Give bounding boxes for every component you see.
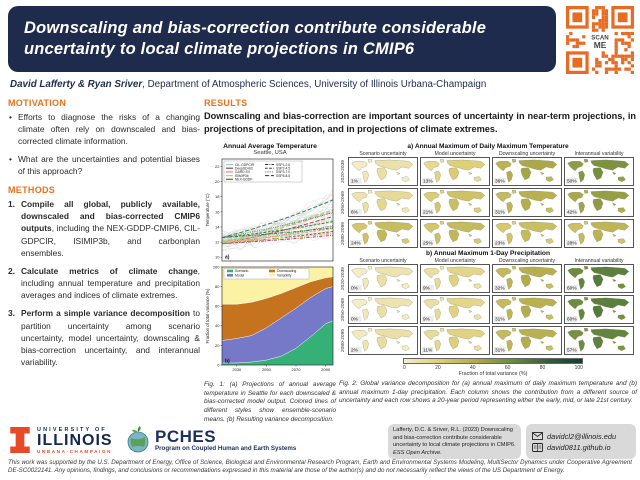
world-map-cell [564, 157, 634, 186]
fig2-row-label: 2050-2069 [341, 298, 346, 321]
world-map-icon [493, 265, 561, 292]
fig2-map-row [339, 188, 637, 217]
byline-affiliation: , Department of Atmospheric Sciences, University of Illinois Urbana-Champaign [142, 79, 487, 90]
world-map-cell [492, 219, 562, 248]
world-map-cell [420, 326, 490, 355]
pches-tagline: Program on Coupled Human and Earth Systems [155, 445, 297, 452]
world-map-icon [493, 189, 561, 216]
illinois-block-i-icon [8, 427, 32, 453]
fig2-row-label: 2050-2069 [341, 191, 346, 214]
contact-website: david0811.github.io [547, 442, 611, 452]
svg-text:20: 20 [215, 179, 220, 185]
world-map-icon [565, 265, 633, 292]
citation-box [388, 424, 521, 459]
motivation-bullet: • What are the uncertainties and potential biases of this approach? [8, 153, 200, 177]
svg-text:80: 80 [215, 284, 220, 289]
byline [10, 79, 634, 90]
world-map-icon [421, 296, 489, 323]
motivation-heading: MOTIVATION [8, 98, 67, 108]
left-column [8, 98, 200, 374]
map-value-label: 25% [423, 240, 433, 246]
world-map-cell [564, 326, 634, 355]
methods-list [8, 198, 200, 368]
fig2-column-header: Interannual variability [574, 151, 624, 157]
svg-text:ME: ME [593, 39, 607, 50]
map-value-label: 9% [423, 316, 430, 322]
world-map-icon [421, 327, 489, 354]
map-value-label: 31% [495, 209, 505, 215]
svg-text:SSP2-4.5: SSP2-4.5 [276, 166, 291, 171]
world-map-icon [349, 189, 417, 216]
world-map-icon [349, 265, 417, 292]
svg-text:100: 100 [212, 265, 220, 270]
world-map-cell [420, 264, 490, 293]
map-value-label: 60% [567, 316, 577, 322]
svg-text:GARD-SV: GARD-SV [235, 170, 251, 175]
world-map-cell [492, 188, 562, 217]
colorbar-tick: 20 [435, 365, 441, 371]
fig2-map-row [339, 157, 637, 186]
world-map-icon [493, 220, 561, 247]
funding-footer: This work was supported by the U.S. Department of Energy, Office of Science, Biological and Environmental Research Program, Earth and Environmental Systems Modeling, MultiSector Dynamics under Cooperative Agreement DE-SC0022141. Any opinions, findings, and conclusions or recommendations expressed in this material are those of the author(s) and do not necessarily reflect the views of the US Department of Energy. [8, 459, 632, 475]
map-value-label: 21% [423, 209, 433, 215]
map-value-label: 24% [351, 240, 361, 246]
svg-text:22: 22 [215, 163, 220, 169]
fig2-caption: Fig. 2: Global variance decomposition for (a) annual maximum of daily maximum temperature and (b) annual maximum 1-day precipitation. Each column shows the contribution from a different source of uncertainty and each row shows a 20-year period representing either the early, mid, or late 21st century. [339, 380, 637, 405]
colorbar-label: Fraction of total variance (%) [458, 371, 528, 377]
svg-text:SSP5-8.5: SSP5-8.5 [276, 173, 291, 178]
map-value-label: 28% [567, 240, 577, 246]
svg-text:16: 16 [215, 209, 220, 215]
fig2-column-header: Scenario uncertainty [359, 151, 407, 157]
svg-text:2070: 2070 [291, 367, 301, 372]
world-map-cell [348, 264, 418, 293]
map-value-label: 60% [567, 285, 577, 291]
svg-text:SCAN: SCAN [591, 34, 609, 42]
world-map-icon [565, 296, 633, 323]
world-map-cell [492, 264, 562, 293]
map-value-label: 0% [351, 285, 358, 291]
methods-item-lead: Perform a simple variance decomposition [21, 308, 190, 319]
methods-item [8, 265, 200, 302]
fig1-panel-b-chart [204, 265, 336, 377]
contact-email-line [532, 432, 630, 441]
svg-text:CIL-GDPCIR: CIL-GDPCIR [235, 162, 255, 167]
world-map-cell [564, 188, 634, 217]
map-value-label: 9% [423, 285, 430, 291]
map-value-label: 13% [423, 178, 433, 184]
fig2-row-label: 2080-2099 [341, 329, 346, 352]
map-value-label: 31% [495, 347, 505, 353]
world-map-cell [348, 157, 418, 186]
svg-text:2030: 2030 [232, 367, 242, 372]
colorbar-gradient [403, 358, 583, 364]
byline-authors: David Lafferty & Ryan Sriver [10, 79, 143, 90]
world-map-icon [565, 327, 633, 354]
fig2-map-row [339, 264, 637, 293]
world-map-icon [493, 296, 561, 323]
world-map-cell [492, 326, 562, 355]
map-value-label: 23% [495, 240, 505, 246]
world-map-icon [349, 327, 417, 354]
fig2-map-grid-a [339, 157, 637, 248]
world-map-cell [564, 219, 634, 248]
pches-acronym: PCHES [155, 427, 217, 446]
fig2-colorbar [403, 358, 583, 377]
methods-item [8, 198, 200, 259]
fig2-column-header: Interannual variability [574, 258, 624, 264]
methods-item-lead: Calculate metrics of climate change [21, 265, 198, 276]
map-value-label: 1% [351, 178, 358, 184]
world-map-icon [421, 220, 489, 247]
fig2-column-header: Model uncertainty [434, 151, 476, 157]
fig1-subtitle: Seattle, USA [253, 150, 287, 156]
fig2-map-row [339, 295, 637, 324]
world-map-cell [348, 219, 418, 248]
map-value-label: 31% [495, 316, 505, 322]
citation-source: ESS Open Archive. [393, 450, 442, 457]
colorbar-tick: 100 [574, 365, 583, 371]
svg-text:Downscaling: Downscaling [277, 269, 297, 274]
world-map-cell [420, 157, 490, 186]
svg-text:0: 0 [217, 362, 220, 368]
envelope-icon [532, 432, 543, 440]
fig2-map-row [339, 326, 637, 355]
poster-title-line1: Downscaling and bias-correction contribute considerable [24, 18, 487, 37]
fig1-caption: Fig. 1: (a) Projections of annual average temperature in Seattle for each downscaled & bias-corrected model output. Colored lines of different styles show ensemble-scenario means. (b) Resulting variance decomposition. [204, 381, 336, 423]
svg-text:Scenario: Scenario [235, 269, 249, 274]
map-value-label: 0% [351, 316, 358, 322]
world-map-cell [420, 219, 490, 248]
colorbar-tick: 80 [539, 365, 546, 371]
map-value-label: 6% [351, 209, 358, 215]
world-map-cell [420, 188, 490, 217]
contact-website-line [532, 443, 630, 452]
methods-item [8, 307, 200, 368]
methods-item-rest: , including annual temperature and precipitation averages and indices of climate extremes. [21, 265, 200, 301]
colorbar-tick: 0 [403, 365, 406, 371]
svg-text:DeepSD-BC: DeepSD-BC [235, 166, 254, 171]
map-value-label: 32% [495, 285, 505, 291]
map-value-label: 57% [567, 347, 577, 353]
fig2-row-label: 2020-2039 [341, 160, 346, 183]
world-map-icon [421, 189, 489, 216]
pches-globe-icon [125, 426, 151, 454]
fig1-panel-a-chart [204, 157, 336, 265]
illinois-campus: URBANA-CHAMPAIGN [37, 448, 113, 454]
colorbar-tick: 60 [504, 365, 511, 371]
methods-item-rest: to partition uncertainty among scenario uncertainty, model uncertainty, downscaling & bias-correction uncertainty, and interannual variability. [21, 308, 200, 368]
motivation-list [8, 111, 200, 177]
fig1-title: Annual Average Temperature [223, 143, 317, 150]
world-map-icon [565, 158, 633, 185]
world-map-cell [564, 264, 634, 293]
fig2-column-header: Downscaling uncertainty [498, 151, 556, 157]
svg-text:NEX-GDDP: NEX-GDDP [235, 177, 253, 182]
world-map-cell [420, 295, 490, 324]
svg-text:60: 60 [215, 303, 220, 309]
world-map-icon [493, 327, 561, 354]
svg-text:Fraction of total variance (%): Fraction of total variance (%) [205, 288, 210, 344]
methods-heading: METHODS [8, 184, 56, 195]
results-summary: Downscaling and bias-correction are important sources of uncertainty in near-term projections, in projections of precipitation, and in projections of climate extremes. [204, 111, 636, 134]
map-value-label: 36% [495, 178, 505, 184]
svg-text:14: 14 [215, 224, 220, 230]
world-map-icon [493, 158, 561, 185]
svg-text:10: 10 [215, 254, 220, 260]
methods-item-lead: Compile all global, publicly available, downscaled and bias-corrected CMIP6 outputs [21, 198, 200, 234]
svg-text:40: 40 [215, 323, 220, 329]
svg-text:12: 12 [215, 239, 220, 245]
fig2-row-label: 2020-2039 [341, 267, 346, 290]
contact-email: davidcl2@illinois.edu [547, 431, 617, 441]
world-map-cell [492, 157, 562, 186]
poster-header [8, 6, 556, 72]
fig2-column-header: Model uncertainty [434, 258, 476, 264]
world-map-icon [349, 296, 417, 323]
illinois-logo [8, 424, 113, 456]
svg-text:SSP1-2.6: SSP1-2.6 [276, 162, 291, 167]
illinois-university-of: UNIVERSITY OF [37, 426, 107, 433]
map-value-label: 42% [567, 209, 577, 215]
svg-text:Temperature (°C): Temperature (°C) [205, 193, 210, 227]
world-map-icon [565, 189, 633, 216]
pches-logo [125, 424, 296, 456]
qr-code-icon [566, 6, 634, 74]
website-book-icon [532, 443, 543, 452]
illinois-name: ILLINOIS [37, 431, 113, 449]
poster-title [24, 18, 486, 61]
world-map-cell [492, 295, 562, 324]
fig2-map-grid-b [339, 264, 637, 355]
world-map-cell [564, 295, 634, 324]
figure-2 [339, 143, 637, 406]
fig2-row-label: 2080-2099 [341, 222, 346, 245]
fig2-title-a: a) Annual Maximum of Daily Maximum Temperature [407, 143, 569, 150]
methods-item-rest: , including the NEX-GDDP-CMIP6, CIL-GDPCIR, ISIMIP3b, and carbonplan ensembles. [21, 223, 200, 258]
qr-code [563, 6, 637, 74]
svg-text:2050: 2050 [261, 367, 271, 372]
results-heading: RESULTS [204, 98, 248, 108]
illinois-logo-text [37, 427, 113, 454]
fig2-column-header: Downscaling uncertainty [498, 258, 556, 264]
contact-box [526, 424, 636, 459]
svg-text:a): a) [225, 254, 230, 261]
map-value-label: 11% [423, 347, 433, 353]
fig2-map-row [339, 219, 637, 248]
map-value-label: 2% [351, 347, 358, 353]
svg-text:b): b) [225, 358, 230, 365]
svg-text:18: 18 [215, 194, 220, 200]
colorbar-tick: 40 [469, 365, 476, 371]
citation-text: Lafferty, D.C. & Sriver, R.L. (2023) Downscaling and bias-correction contribute considerable uncertainty to local climate projections in CMIP6. [393, 427, 516, 449]
motivation-bullet: • Efforts to diagnose the risks of a changing climate often rely on downscaled and bias-corrected climate information. [8, 111, 200, 148]
pches-logo-text [155, 428, 296, 452]
world-map-cell [348, 326, 418, 355]
fig2-column-header: Scenario uncertainty [359, 258, 407, 264]
svg-text:SSP3-7.0: SSP3-7.0 [276, 170, 291, 175]
world-map-icon [565, 220, 633, 247]
fig2-title-b: b) Annual Maximum 1-Day Precipitation [426, 250, 550, 257]
poster-title-line2: uncertainty to local climate projections in CMIP6 [24, 40, 415, 58]
svg-text:2090: 2090 [321, 367, 331, 372]
figure-1 [204, 143, 336, 424]
svg-text:Model: Model [235, 273, 245, 278]
world-map-icon [421, 158, 489, 185]
svg-text:Variability: Variability [277, 273, 292, 278]
world-map-cell [348, 295, 418, 324]
world-map-icon [349, 220, 417, 247]
world-map-icon [349, 158, 417, 185]
world-map-cell [348, 188, 418, 217]
svg-text:ISIMIP3b: ISIMIP3b [235, 173, 249, 178]
svg-text:20: 20 [215, 342, 220, 348]
map-value-label: 50% [567, 178, 577, 184]
world-map-icon [421, 265, 489, 292]
